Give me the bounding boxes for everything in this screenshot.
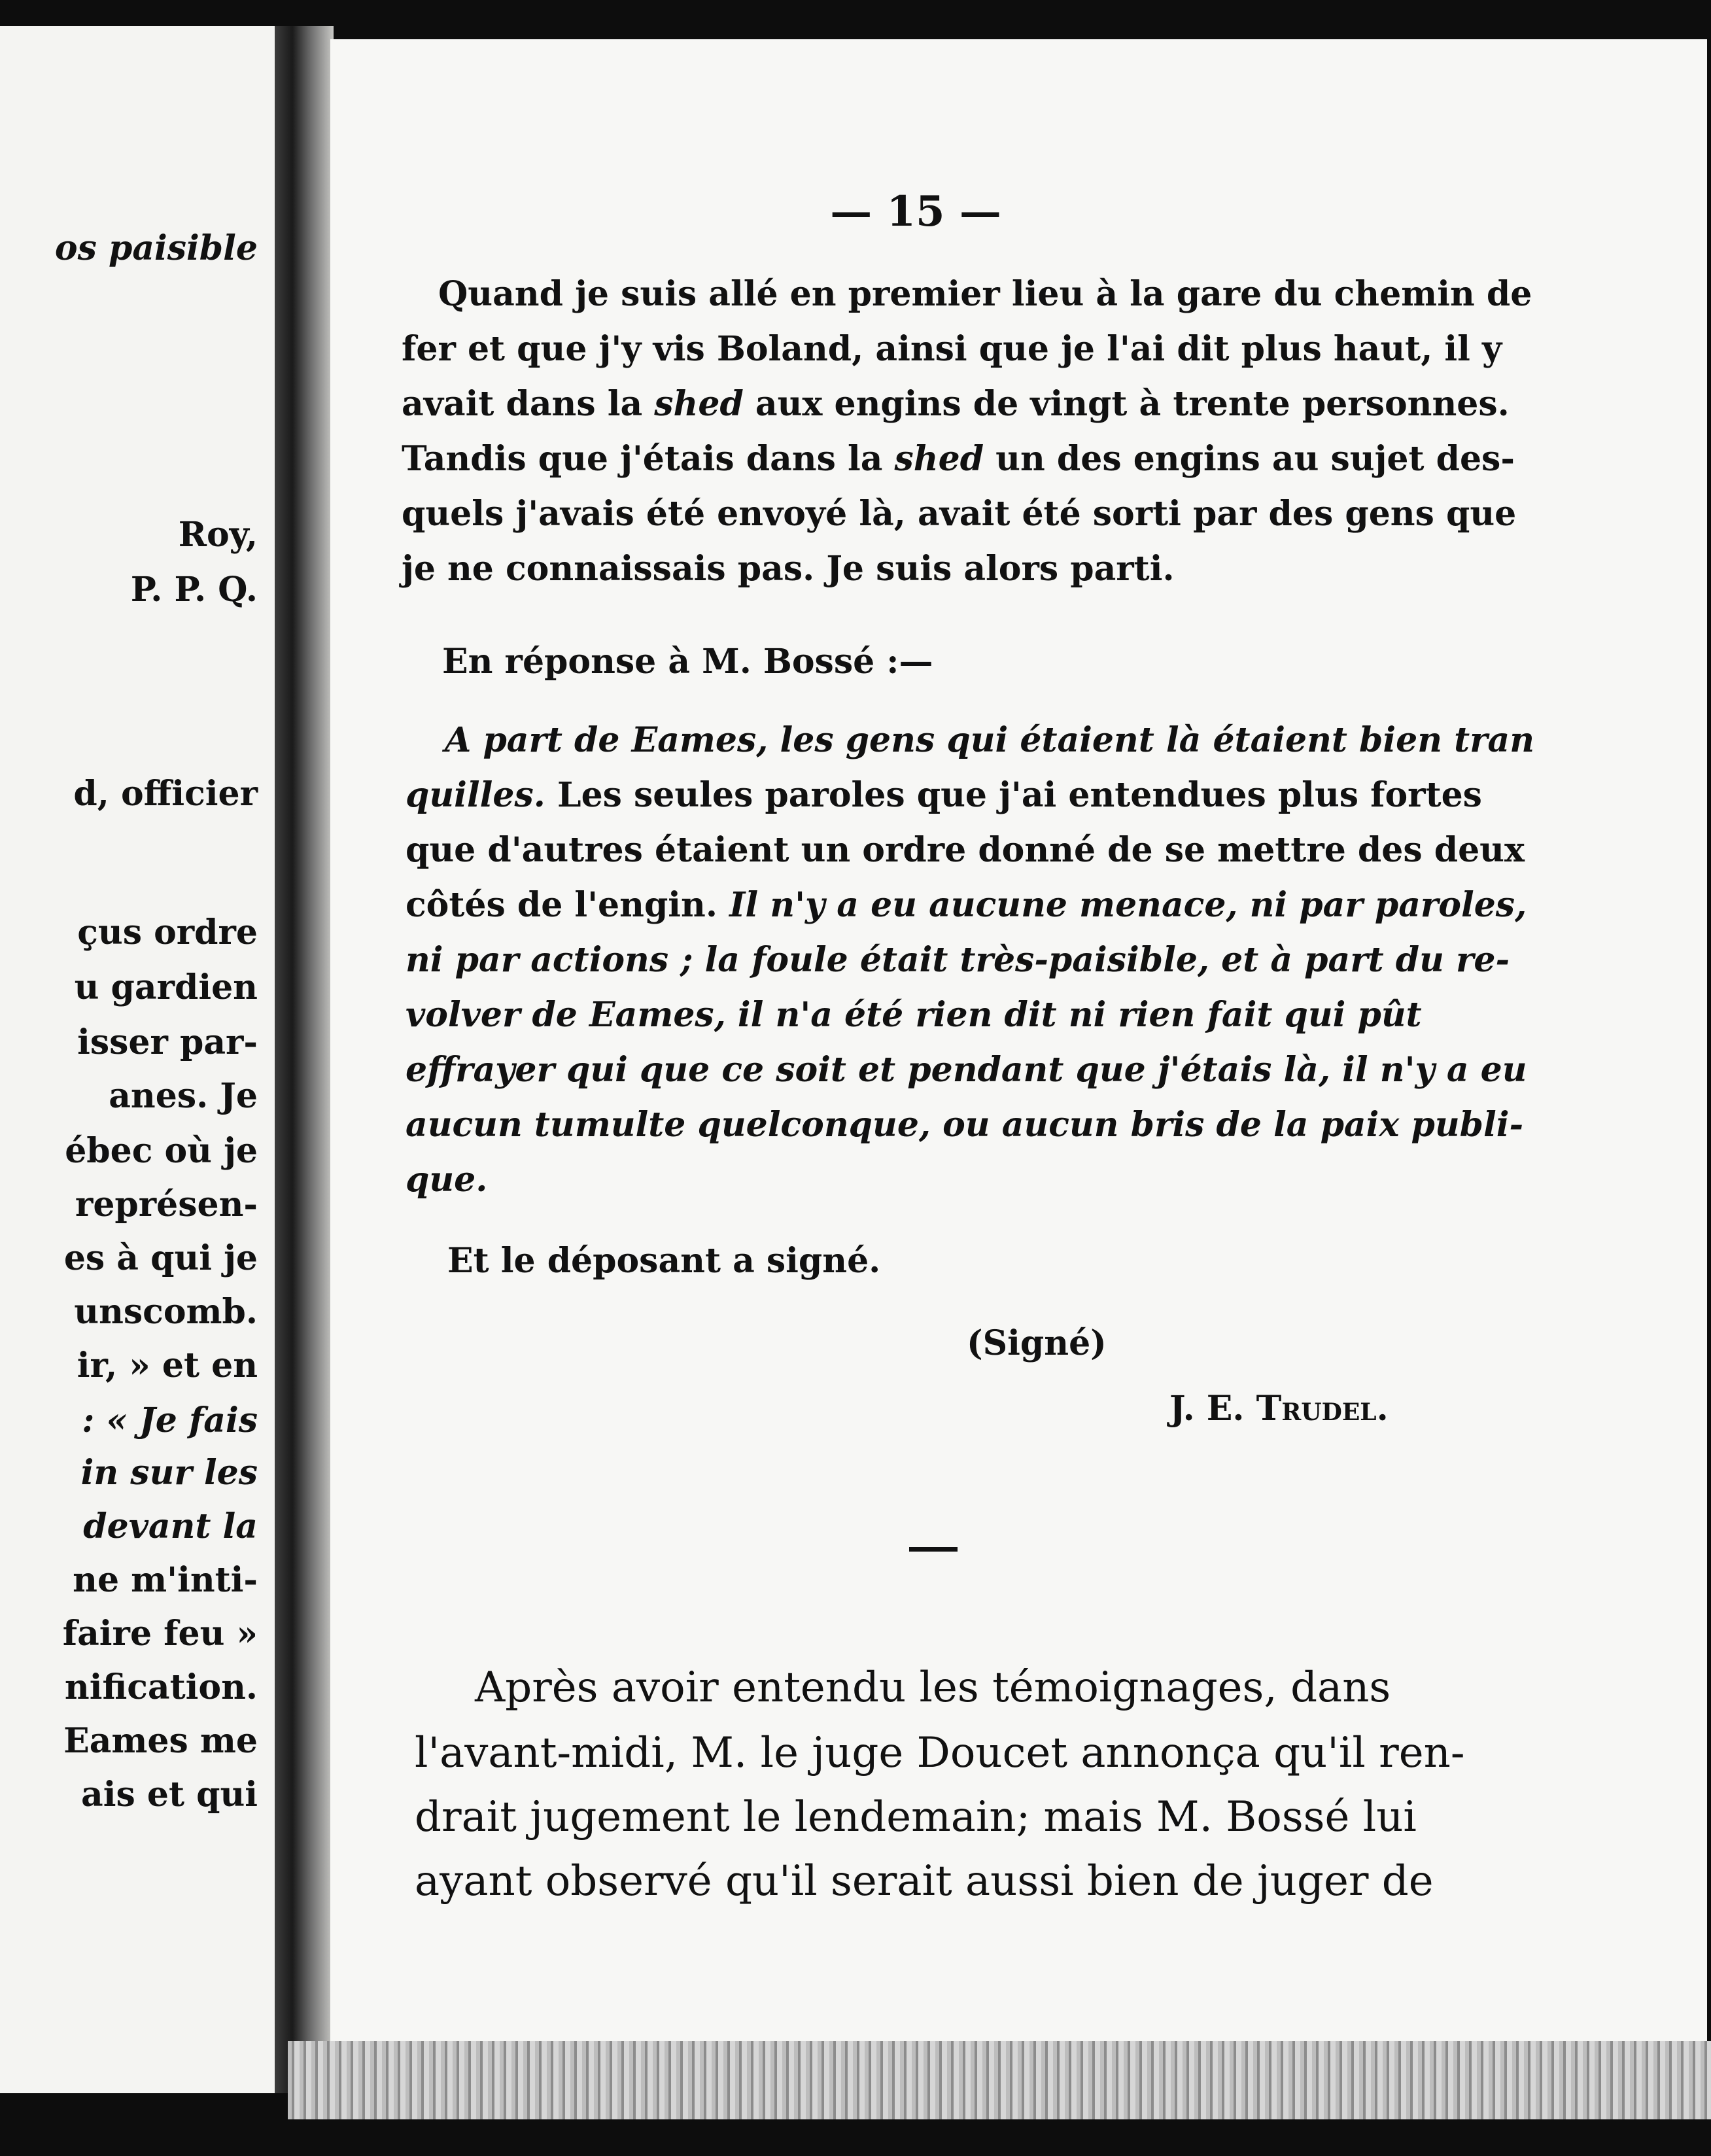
paragraph-line: Après avoir entendu les témoignages, dans bbox=[475, 1663, 1391, 1712]
page-number: — 15 — bbox=[830, 187, 1001, 236]
left-line: ébec où je bbox=[65, 1131, 258, 1171]
paragraph-line: je ne connaissais pas. Je suis alors parti. bbox=[402, 549, 1175, 589]
text-run: un des engins au sujet des- bbox=[995, 439, 1515, 479]
text-run: avait dans la bbox=[402, 384, 643, 424]
paragraph-line: que d'autres étaient un ordre donné de se mettre des deux bbox=[406, 830, 1525, 870]
left-line: représen- bbox=[75, 1185, 258, 1225]
paragraph-line: fer et que j'y vis Boland, ainsi que je l'ai dit plus haut, il y bbox=[402, 329, 1502, 369]
paragraph-line: drait jugement le lendemain; mais M. Bossé lui bbox=[415, 1793, 1417, 1841]
paragraph-line: volver de Eames, il n'a été rien dit ni rien fait qui pût bbox=[406, 995, 1422, 1035]
left-line: devant la bbox=[83, 1506, 258, 1546]
signature bbox=[1169, 1389, 1389, 1429]
paragraph-line: Quand je suis allé en premier lieu à la gare du chemin de bbox=[438, 274, 1532, 314]
response-heading: En réponse à M. Bossé :— bbox=[442, 642, 933, 682]
text-run: Tandis que j'étais dans la bbox=[402, 439, 883, 479]
left-line: anes. Je bbox=[109, 1076, 258, 1116]
left-line: ais et qui bbox=[81, 1775, 258, 1815]
left-line: ne m'inti- bbox=[73, 1560, 258, 1600]
paragraph-line: effrayer qui que ce soit et pendant que j'étais là, il n'y a eu bbox=[406, 1050, 1527, 1090]
book-gutter bbox=[275, 26, 334, 2093]
paragraph-line: ayant observé qu'il serait aussi bien de juger de bbox=[415, 1857, 1434, 1905]
paragraph-line bbox=[406, 885, 1527, 925]
text-run-italic: shed bbox=[654, 384, 744, 424]
paragraph-line: l'avant-midi, M. le juge Doucet annonça qu'il ren- bbox=[415, 1729, 1465, 1777]
left-line: nification. bbox=[64, 1667, 258, 1707]
signature-initials: J. E. bbox=[1169, 1389, 1245, 1429]
text-run-italic: Il n'y a eu aucune menace, ni par paroles, bbox=[729, 885, 1527, 925]
paragraph-line: que. bbox=[406, 1160, 488, 1200]
left-line: d, officier bbox=[73, 774, 258, 814]
page-bottom-edge bbox=[288, 2041, 1711, 2119]
paragraph-line bbox=[402, 439, 1515, 479]
left-line: es à qui je bbox=[63, 1238, 258, 1278]
signed-label: (Signé) bbox=[967, 1323, 1107, 1363]
paragraph-line: ni par actions ; la foule était très-paisible, et à part du re- bbox=[406, 940, 1510, 980]
closing-line: Et le déposant a signé. bbox=[447, 1241, 881, 1281]
text-run-italic: shed bbox=[894, 439, 984, 479]
paragraph-line: quels j'avais été envoyé là, avait été sorti par des gens que bbox=[402, 494, 1517, 534]
left-line: faire feu » bbox=[62, 1614, 258, 1654]
left-line: : « Je fais bbox=[82, 1400, 258, 1440]
paragraph-line bbox=[402, 384, 1510, 424]
left-line: P. P. Q. bbox=[130, 570, 258, 610]
left-line: os paisible bbox=[54, 228, 258, 268]
paragraph-line bbox=[406, 775, 1482, 815]
left-facing-page bbox=[0, 26, 281, 2093]
left-line: Roy, bbox=[178, 515, 258, 555]
text-run: Les seules paroles que j'ai entendues plus fortes bbox=[557, 775, 1482, 815]
left-line: in sur les bbox=[80, 1453, 258, 1493]
text-run: côtés de l'engin. bbox=[406, 885, 717, 925]
left-line: Eames me bbox=[63, 1721, 258, 1761]
text-run: aux engins de vingt à trente personnes. bbox=[755, 384, 1510, 424]
text-run-italic: quilles. bbox=[406, 775, 545, 815]
paragraph-line: aucun tumulte quelconque, ou aucun bris de la paix publi- bbox=[406, 1105, 1524, 1145]
left-line: u gardien bbox=[74, 967, 258, 1007]
left-line: unscomb. bbox=[74, 1292, 258, 1332]
left-line: ir, » et en bbox=[77, 1346, 258, 1385]
section-separator bbox=[909, 1547, 958, 1552]
signature-name: Trudel. bbox=[1256, 1389, 1389, 1429]
left-line: çus ordre bbox=[77, 913, 258, 952]
paragraph-line: A part de Eames, les gens qui étaient là étaient bien tran bbox=[445, 720, 1535, 760]
left-line: isser par- bbox=[77, 1022, 258, 1062]
